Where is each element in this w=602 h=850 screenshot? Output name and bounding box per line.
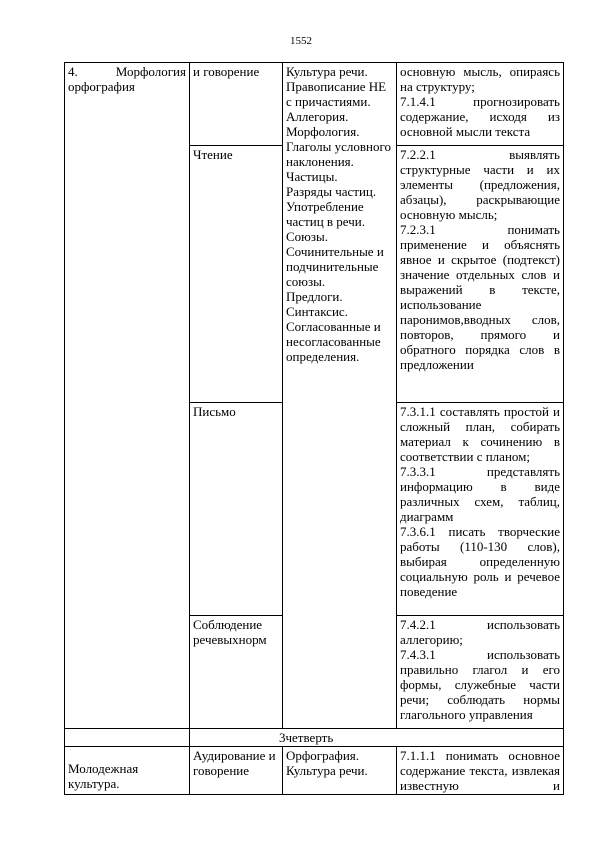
skill-label: Письмо [193,404,236,419]
outcomes-cell [397,616,564,729]
topics-cell [283,63,397,729]
outcomes-text: 7.4.2.1 использовать аллегорию; 7.4.3.1 использовать правильно глагол и его формы, служебные части речи; соблюдать нормы глагольного управления [400,617,560,722]
quarter-label: 3четверть [279,730,334,745]
section-title: 4. Морфология орфография [68,64,186,94]
table-row [65,63,564,146]
skill-cell [190,403,283,616]
skill-cell [190,63,283,146]
skill-cell [190,616,283,729]
topics-text: Культура речи. Правописание НЕ с причастиями. Аллегория. Морфология. Глаголы условного наклонения. Частицы. Разряды частиц. Употребление частиц в речи. Союзы. Сочинительные и подчинительные союзы. Предлоги. Синтаксис. Согласованные и несогласованные определения. [286,64,391,364]
section-cell [65,63,190,729]
skill-cell [190,747,283,795]
outcomes-text: основную мысль, опираясь на структуру; 7.1.4.1 прогнозировать содержание, исходя из основной мысли текста [400,64,560,139]
outcomes-text: 7.2.2.1 выявлять структурные части и их элементы (предложения, абзацы), раскрывающие основную мысль; 7.2.3.1 понимать применение и объяснять явное и скрытое (подтекст) значение отдельных слов и выражений в тексте, использование паронимов,вводных слов, повторов, прямого и обратного порядка слов в предложении [400,147,560,372]
outcomes-cell [397,63,564,146]
skill-label: Чтение [193,147,233,162]
page-number: 1552 [290,35,312,47]
empty-cell [65,729,190,747]
skill-label: и говорение [193,64,260,79]
outcomes-cell [397,747,564,795]
skill-cell [190,146,283,403]
theme-cell [65,747,190,795]
topics-text: Орфография. Культура речи. [286,748,368,778]
skill-label: Соблюдение речевыхнорм [193,617,267,647]
quarter-row [65,729,564,747]
table-row [65,747,564,795]
outcomes-text: 7.3.1.1 составлять простой и сложный план, собирать материал к сочинению в соответствии с планом; 7.3.3.1 представлять информацию в виде различных схем, таблиц, диаграмм 7.3.6.1 писать творческие работы (110-130 слов), выбирая определенную социальную роль и речевое поведение [400,404,560,599]
quarter-cell [190,729,564,747]
theme-label: Молодежная культура. [68,761,139,791]
skill-label: Аудирование и говорение [193,748,276,778]
topics-cell [283,747,397,795]
outcomes-text: 7.1.1.1 понимать основное содержание текста, извлекая известную и [400,748,560,793]
curriculum-table [64,62,564,795]
outcomes-cell [397,403,564,616]
outcomes-cell [397,146,564,403]
